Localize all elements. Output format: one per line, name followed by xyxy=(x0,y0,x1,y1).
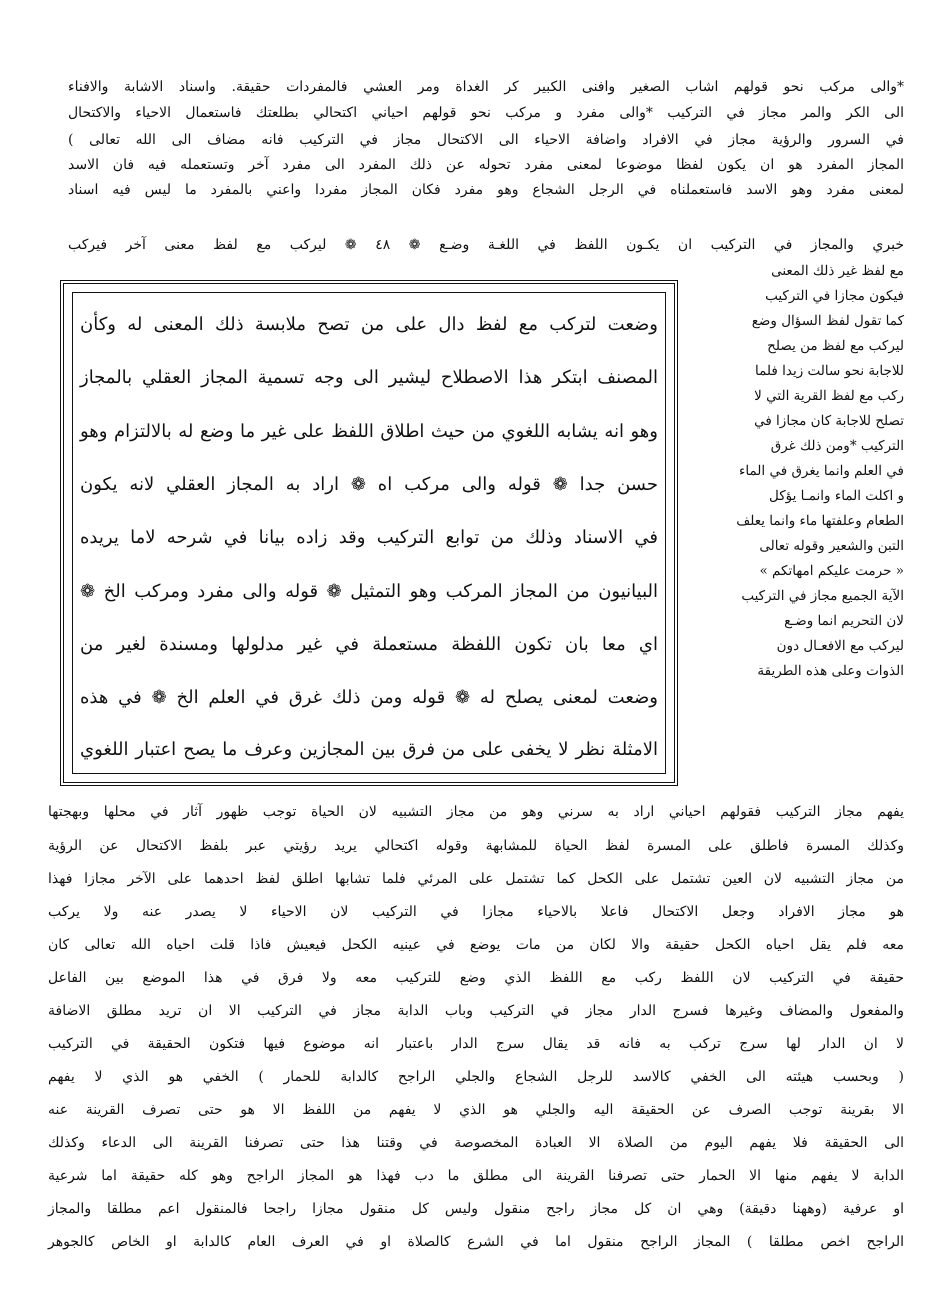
text-line: وكذلك المسرة فاطلق على المسرة لفظ الحياة للمشابهة وقوله اكتحالي يريد رؤيتي عبر بلفظ الاكتحال عن الرؤية xyxy=(48,838,904,854)
commentary-line: المصنف ابتكر هذا الاصطلاح ليشير الى وجه تسمية المجاز العقلي بالمجاز xyxy=(80,367,658,388)
side-line: تصلح للاجابة كان مجازا في xyxy=(754,413,904,429)
side-line: ليركب مع لفظ من يصلح xyxy=(767,338,904,354)
side-line: الذوات وعلى هذه الطريقة xyxy=(757,663,904,679)
text-line: المجاز المفرد هو ان يكون لفظا موضوعا لمعنى مفرد تحوله عن ذلك المفرد الى مفرد آخر وتستعمله فيه فان الاسد xyxy=(68,157,904,173)
commentary-line: وهو انه يشابه اللغوي من حيث اطلاق اللفظ على غير ما وضع له بالالتزام وهو xyxy=(80,421,658,442)
text-line: ( وبحسب هيئته الى الخفي كالاسد للرجل الشجاع والجلي الراجح كالدابة للحمار ) الخفي هو الذي لا يفهم xyxy=(48,1069,904,1085)
commentary-line: البيانيون من المجاز المركب وهو التمثيل ❁ قوله والى مفرد ومركب الخ ❁ xyxy=(80,581,658,602)
side-line: ليركب مع الافعـال دون xyxy=(776,638,904,654)
side-line: التركيب *ومن ذلك غرق xyxy=(770,438,904,454)
commentary-line: في الاسناد وذلك من توابع التركيب وقد زاده بيانا في شرحه لاما يريده xyxy=(80,527,658,548)
text-line: هو مجاز الافراد وجعل الاكتحال فاعلا بالاحياء مجازا في التركيب لان الاحياء لا يصدر عنه ولا يركب xyxy=(48,904,904,920)
side-line: فيكون مجازا في التركيب xyxy=(765,288,904,304)
side-line: الطعام وعلفتها ماء وانما يعلف xyxy=(736,513,904,529)
text-line: او عرفية (وههنا دقيقة) وهي ان كل مجاز راجح منقول وليس كل منقول مجازا راجحا فالمنقول اعم مطلقا والمجاز xyxy=(48,1201,904,1217)
text-line: خبري والمجاز في التركيب ان يكـون اللفظ في اللغـة وضـع ❁ ٤٨ ❁ ليركب مع لفظ معنى آخر فيركب xyxy=(68,237,904,253)
text-line: *والى مركب نحو قولهم اشاب الصغير وافنى الكبير كر الغداة ومر العشي فالمفردات حقيقة. واسناد الاشابة والافناء xyxy=(68,79,904,95)
text-line: يفهم مجاز التركيب فقولهم احياني اراد به سرني وهو من مجاز التشبيه لان الحياة توجب ظهور آثار في محلها وبهجتها xyxy=(48,804,904,820)
text-line: الا بقرينة توجب الصرف عن الحقيقة اليه والجلي هو الذي لا يفهم من اللفظ الا هو حتى تصرف القرينة عنه xyxy=(48,1102,904,1118)
side-line: « حرمت عليكم امهاتكم » xyxy=(759,563,904,579)
commentary-line: الامثلة نظر لا يخفى على من فرق بين المجازين وعرف ما يصح اعتبار اللغوي xyxy=(80,739,658,760)
side-line: الآية الجميع مجاز في التركيب xyxy=(741,588,904,604)
side-line: كما تقول لفظ السؤال وضع xyxy=(751,313,904,329)
commentary-line: اي معا بان تكون اللفظة مستعملة في غير مدلولها ومسندة لغير من xyxy=(80,634,658,655)
text-line: الى الحقيقة فلا يفهم اليوم من الصلاة الا العبادة المخصوصة في وقتنا هذا حتى تصرفنا القرينة الى الدعاء وكذلك xyxy=(48,1135,904,1151)
text-line: من مجاز التشبيه لان العين تشتمل على الكحل كما تشتمل على المرئي فلما تشابها اطلق لفظ احدهما على الآخر مجازا فهذا xyxy=(48,871,904,887)
commentary-line: وضعت لمعنى يصلح له ❁ قوله ومن ذلك غرق في العلم الخ ❁ في هذه xyxy=(80,687,658,708)
side-line: في العلم وانما يغرق في الماء xyxy=(739,463,904,479)
text-line: في السرور والرؤية مجاز في الافراد واضافة الاحياء الى الاكتحال مجاز في التركيب فانه مضاف الى الله تعالى ) xyxy=(68,132,904,148)
text-line: الراجح اخص مطلقا ) المجاز الراجح منقول اما في الشرع كالصلاة او في العرف العام كالدابة او الخاص كالجوهر xyxy=(48,1234,904,1250)
text-line: الدابة لا يفهم منها الا الحمار حتى تصرفنا القرينة الى مطلق ما دب فهذا هو المجاز الراجح وهو كله حقيقة اما شرعية xyxy=(48,1168,904,1184)
side-line: للاجابة نحو سالت زيدا فلما xyxy=(755,363,904,379)
side-line: ركب مع لفظ القرية التي لا xyxy=(754,388,904,404)
commentary-line: حسن جدا ❁ قوله والى مركب اه ❁ اراد به المجاز العقلي لانه يكون xyxy=(80,474,658,495)
text-line: لا ان الدار لها سرج تركب به فانه قد يقال سرج الدار باعتبار انه موضوع فيها فتكون الحقيقة في التركيب xyxy=(48,1036,904,1052)
text-line: لمعنى مفرد وهو الاسد فاستعملناه في الرجل الشجاع وهو مفرد فكان المجاز مفردا واعني بالمفرد ما ليس فيه اسناد xyxy=(68,182,904,198)
commentary-line: وضعت لتركب مع لفظ دال على من تصح ملابسة ذلك المعنى له وكأن xyxy=(80,314,658,335)
side-line: لان التحريم انما وضـع xyxy=(784,613,904,629)
side-line: التبن والشعير وقوله تعالى xyxy=(759,538,904,554)
text-line: معه فلم يقل احياه الكحل حقيقة والا لكان من مات يوضع في عينيه الكحل فيعيش فاذا قلت احياه الله تعالى كان xyxy=(48,937,904,953)
text-line: الى الكر والمر مجاز في التركيب *والى مفرد و مركب نحو قولهم احياني اكتحالي بطلعتك فاستعمال الاحياء والاكتحال xyxy=(68,105,904,121)
side-line: و اكلت الماء وانمـا يؤكل xyxy=(769,488,904,504)
text-line: حقيقة في التركيب لان اللفظ ركب مع اللفظ الذي وضع للتركيب معه ولا فرق في هذا الموضع بين الفاعل xyxy=(48,970,904,986)
text-line: والمفعول والمضاف وغيرها فسرج الدار مجاز في التركيب وباب الدابة مجاز في التركيب الا ان تريد مطلق الاضافة xyxy=(48,1003,904,1019)
side-line: مع لفظ غير ذلك المعنى xyxy=(771,263,904,279)
